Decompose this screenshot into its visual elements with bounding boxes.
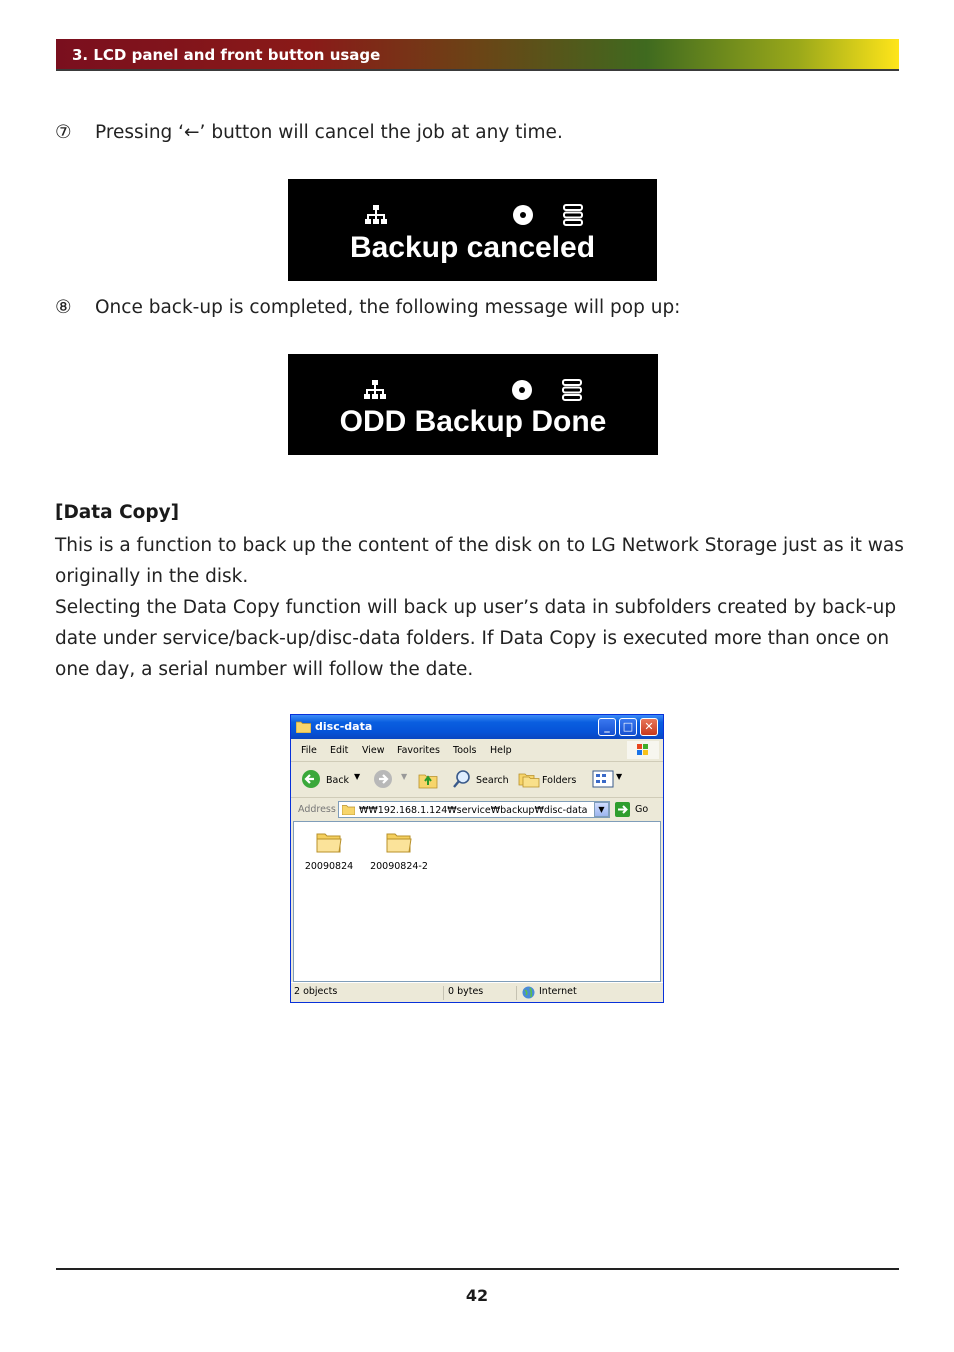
address-value: ₩₩192.168.1.124₩service₩backup₩disc-data (359, 805, 588, 816)
lcd-panel-odd-backup-done (288, 354, 658, 455)
maximize-button[interactable]: □ (619, 718, 637, 736)
toolbar (291, 761, 663, 798)
go-button[interactable]: Go (635, 804, 649, 815)
menu-file[interactable]: File (301, 745, 317, 756)
lcd-panel-backup-canceled (288, 179, 657, 281)
folder-icon (342, 804, 355, 815)
views-icon[interactable] (592, 770, 614, 788)
footer-divider (56, 1268, 899, 1270)
folder-icon (315, 830, 343, 854)
search-icon[interactable] (452, 769, 472, 789)
chapter-header-bar (56, 39, 899, 71)
go-arrow-icon[interactable] (615, 802, 630, 817)
disc-icon (510, 378, 534, 402)
menu-bar (291, 739, 663, 762)
folder-name: 20090824-2 (370, 861, 428, 872)
menu-help[interactable]: Help (490, 745, 512, 756)
network-icon (363, 378, 387, 402)
forward-arrow-icon[interactable] (373, 769, 393, 789)
close-button[interactable]: ✕ (640, 718, 658, 736)
section-title: [Data Copy] (55, 502, 180, 523)
disc-icon (511, 203, 535, 227)
status-bar (291, 982, 663, 1003)
lcd-message: Backup canceled (349, 231, 596, 264)
status-objects: 2 objects (291, 986, 444, 1000)
address-label: Address (298, 804, 336, 815)
folders-icon[interactable] (518, 770, 540, 788)
search-button[interactable]: Search (476, 775, 509, 786)
step-7 (55, 122, 563, 143)
menu-tools[interactable]: Tools (453, 745, 477, 756)
address-input[interactable] (338, 801, 610, 818)
folder-content-pane (293, 821, 661, 982)
disk-stack-icon (562, 203, 584, 227)
chevron-down-icon[interactable]: ▼ (354, 772, 361, 781)
back-button[interactable]: Back (326, 775, 350, 786)
page-number: 42 (465, 1286, 489, 1305)
back-arrow-icon[interactable] (301, 769, 321, 789)
window-title: disc-data (315, 720, 373, 733)
status-size: 0 bytes (445, 986, 517, 1000)
menu-view[interactable]: View (362, 745, 385, 756)
step-number: ⑧ (55, 297, 72, 318)
step-text: Pressing ‘←’ button will cancel the job at any time. (95, 122, 563, 143)
lcd-message: ODD Backup Done (339, 405, 607, 438)
address-bar (291, 798, 663, 820)
folder-icon (296, 720, 311, 733)
paragraph: Selecting the Data Copy function will back up user’s data in subfolders created by back-up date under service/back-up/disc-data folders. If Data Copy is executed more than once on one day, a serial number will follow the date. (55, 597, 897, 680)
windows-logo-icon (627, 741, 659, 759)
folder-item[interactable] (364, 830, 434, 872)
explorer-window (290, 714, 664, 1003)
up-folder-icon[interactable] (418, 769, 438, 789)
chapter-title: 3. LCD panel and front button usage (72, 46, 381, 64)
paragraph: This is a function to back up the content of the disk on to LG Network Storage just as it was originally in the disk. (55, 535, 904, 587)
folder-item[interactable] (294, 830, 364, 872)
folders-button[interactable]: Folders (542, 775, 577, 786)
menu-edit[interactable]: Edit (330, 745, 349, 756)
step-number: ⑦ (55, 122, 72, 143)
globe-icon (522, 986, 535, 999)
folder-icon (385, 830, 413, 854)
chevron-down-icon[interactable]: ▼ (616, 772, 623, 781)
network-icon (364, 203, 388, 227)
disk-stack-icon (561, 378, 583, 402)
folder-name: 20090824 (304, 861, 354, 872)
step-8 (55, 297, 680, 318)
step-text: Once back-up is completed, the following message will pop up: (95, 297, 681, 318)
chevron-down-icon[interactable]: ▼ (401, 772, 408, 781)
address-dropdown-button[interactable]: ▼ (594, 802, 609, 817)
minimize-button[interactable]: _ (598, 718, 616, 736)
window-titlebar[interactable] (291, 715, 663, 739)
menu-favorites[interactable]: Favorites (397, 745, 440, 756)
status-zone: Internet (539, 986, 577, 997)
